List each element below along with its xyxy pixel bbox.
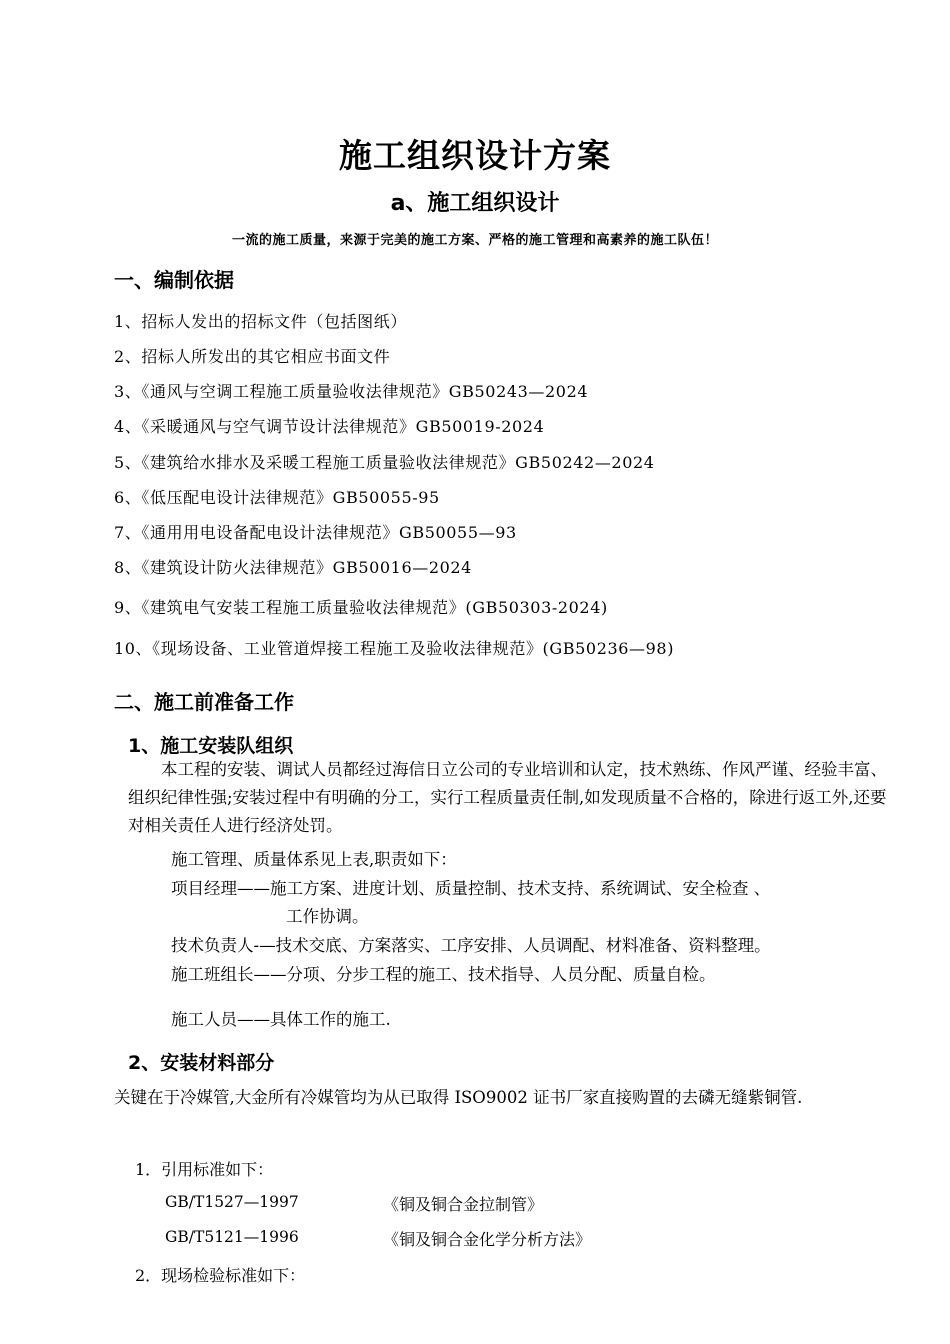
list-title-inspection: 2．现场检验标准如下： xyxy=(135,1266,306,1285)
document-subtitle: a、施工组织设计 xyxy=(390,191,560,216)
reference-item: 9、《建筑电气安装工程施工质量验收法律规范》(GB50303-2024) xyxy=(114,598,608,617)
role-project-manager: 项目经理——施工方案、进度计划、质量控制、技术支持、系统调试、安全检查 、 xyxy=(171,879,771,898)
reference-item: 5、《建筑给水排水及采暖工程施工质量验收法律规范》GB50242—2024 xyxy=(114,453,655,472)
reference-item: 4、《采暖通风与空气调节设计法律规范》GB50019-2024 xyxy=(114,417,545,436)
responsibility-intro: 施工管理、质量体系见上表,职责如下： xyxy=(171,850,457,869)
section-heading-preparation: 二、施工前准备工作 xyxy=(114,690,294,714)
section-heading-basis: 一、编制依据 xyxy=(114,268,234,292)
reference-item: 7、《通用用电设备配电设计法律规范》GB50055—93 xyxy=(114,523,517,542)
subsection-heading-team: 1、施工安装队组织 xyxy=(128,735,294,757)
slogan: 一流的施工质量，来源于完美的施工方案、严格的施工管理和高素养的施工队伍！ xyxy=(231,233,718,248)
reference-item: 6、《低压配电设计法律规范》GB50055-95 xyxy=(114,488,440,507)
team-paragraph: 本工程的安装、调试人员都经过海信日立公司的专业培训和认定，技术熟练、作风严谨、经验丰富、组织纪律性强;安装过程中有明确的分工，实行工程质量责任制,如发现质量不合格的，除进行返工外,还要对相关责任人进行经济处罚。 xyxy=(128,760,887,835)
standard-name: 《铜及铜合金化学分析方法》 xyxy=(383,1230,592,1249)
role-project-manager-cont: 工作协调。 xyxy=(286,907,369,926)
reference-item: 2、招标人所发出的其它相应书面文件 xyxy=(114,347,391,366)
role-tech-lead: 技术负责人-—技术交底、方案落实、工序安排、人员调配、材料准备、资料整理。 xyxy=(171,936,771,955)
reference-item: 8、《建筑设计防火法律规范》GB50016—2024 xyxy=(114,558,472,577)
reference-item: 10、《现场设备、工业管道焊接工程施工及验收法律规范》(GB50236—98) xyxy=(114,639,675,658)
subsection-heading-materials: 2、安装材料部分 xyxy=(128,1052,275,1074)
role-workers: 施工人员——具体工作的施工. xyxy=(171,1010,391,1029)
reference-item: 3、《通风与空调工程施工质量验收法律规范》GB50243—2024 xyxy=(114,382,589,401)
standard-name: 《铜及铜合金拉制管》 xyxy=(383,1195,544,1214)
reference-item: 1、招标人发出的招标文件（包括图纸） xyxy=(114,312,407,331)
standard-code: GB/T1527—1997 xyxy=(165,1193,299,1211)
list-title-standards: 1．引用标准如下： xyxy=(135,1160,274,1179)
standard-code: GB/T5121—1996 xyxy=(165,1228,299,1246)
document-title: 施工组织设计方案 xyxy=(339,136,611,175)
materials-paragraph: 关键在于冷媒管,大金所有冷媒管均为从已取得 ISO9002 证书厂家直接购置的去磷无缝紫铜管. xyxy=(114,1088,803,1107)
role-team-leader: 施工班组长——分项、分步工程的施工、技术指导、人员分配、质量自检。 xyxy=(171,965,716,984)
